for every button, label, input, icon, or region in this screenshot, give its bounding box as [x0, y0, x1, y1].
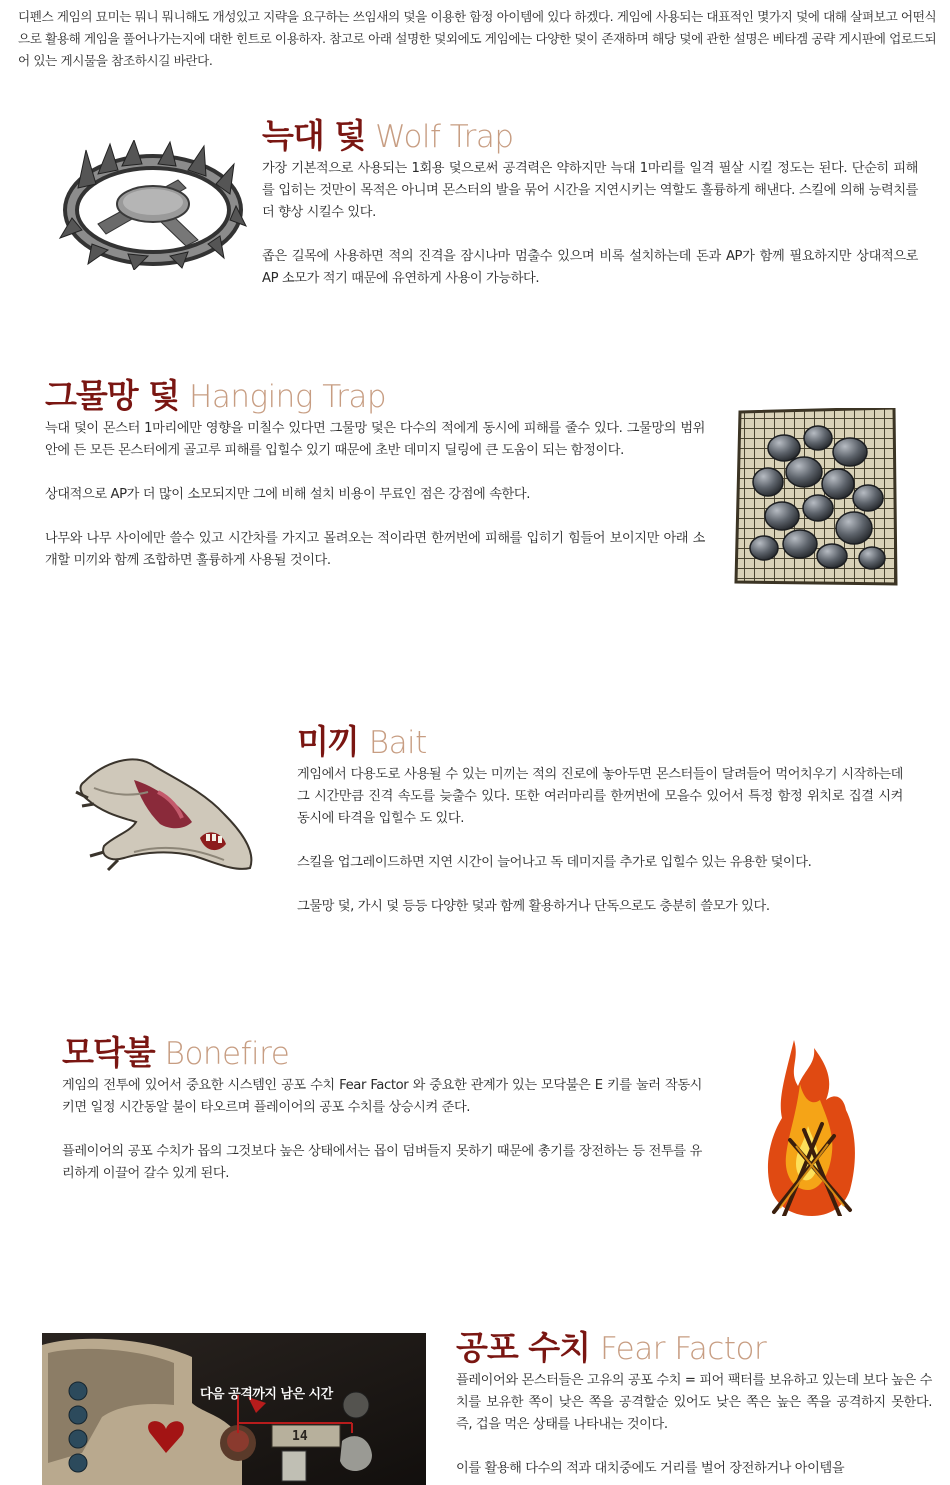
fear-factor-section: [456, 1326, 932, 1480]
bait-section: [297, 720, 903, 918]
bait-paragraph-2: 스킬을 업그레이드하면 지연 시간이 늘어나고 독 데미지를 추가로 입힐수 있는 유용한 덫이다.: [297, 855, 812, 870]
fear-factor-paragraph-1: 플레이어와 몬스터들은 고유의 공포 수치 = 피어 팩터를 보유하고 있는데 보다 높은 수치를 보유한 쪽이 낮은 쪽을 공격할순 있어도 낮은 쪽은 높은 쪽을 공격하지 못한다. 즉, 겁을 먹은 상태를 나타내는 것이다.: [456, 1373, 932, 1432]
intro-paragraph: 디펜스 게임의 묘미는 뭐니 뭐니해도 개성있고 지략을 요구하는 쓰임새의 덫을 이용한 함정 아이템에 있다 하겠다. 게임에 사용되는 대표적인 몇가지 덫에 대해 살펴보고 어떤식으로 활용해 게임을 풀어나가는지에 대한 힌트로 이용하자. 참고로 아래 설명한 덫외에도 게임에는 다양한 덫이 존재하며 해당 덫에 관한 설명은 베타겜 공략 게시판에 업로드되어 있는 게시물을 참조하시길 바란다.: [18, 9, 937, 68]
hanging-trap-title-en: Hanging Trap: [189, 379, 387, 415]
bonefire-title-ko: 모닥불: [62, 1033, 155, 1072]
screenshot-caption: 다음 공격까지 남은 시간: [200, 1387, 333, 1402]
bait-paragraph-1: 게임에서 다용도로 사용될 수 있는 미끼는 적의 진로에 놓아두면 몬스터들이 달려들어 먹어치우기 시작하는데 그 시간만큼 진격 속도를 늦출수 있다. 또한 여러마리를 한꺼번에 모을수 있어서 특정 함정 위치로 집결 시켜 동시에 타격을 입힐수 도 있다.: [297, 767, 903, 826]
hanging-trap-title-ko: 그물망 덫: [45, 376, 180, 415]
wolf-trap-title-en: Wolf Trap: [375, 119, 514, 155]
bonefire-title: [62, 1031, 702, 1075]
bait-title-ko: 미끼: [297, 722, 359, 761]
bait-title: [297, 720, 903, 764]
bait-image: [74, 752, 260, 876]
wolf-trap-paragraph-2: 좁은 길목에 사용하면 적의 진격을 잠시나마 멈출수 있으며 비록 설치하는데 돈과 AP가 함께 필요하지만 상대적으로 AP 소모가 적기 때문에 유연하게 사용이 가능하다.: [262, 249, 918, 286]
bait-paragraph-3: 그물망 덫, 가시 덫 등등 다양한 덫과 함께 활용하거나 단독으로도 충분히 쓸모가 있다.: [297, 899, 770, 914]
fear-factor-paragraph-2: 이를 활용해 다수의 적과 대치중에도 거리를 벌어 장전하거나 아이템을: [456, 1461, 845, 1476]
screenshot-counter: 14: [292, 1429, 308, 1444]
bonefire-paragraph-2: 플레이어의 공포 수치가 몹의 그것보다 높은 상태에서는 몹이 덤벼들지 못하기 때문에 총기를 장전하는 등 전투를 유리하게 이끌어 갈수 있게 된다.: [62, 1144, 702, 1181]
hanging-trap-paragraph-1: 늑대 덫이 몬스터 1마리에만 영향을 미칠수 있다면 그물망 덫은 다수의 적에게 동시에 피해를 줄수 있다. 그물망의 범위 안에 든 모든 몬스터에게 골고루 피해를 입힐수 있기 때문에 초반 데미지 딜링에 큰 도움이 되는 함정이다.: [45, 421, 705, 458]
fear-factor-title-en: Fear Factor: [600, 1331, 767, 1367]
wolf-trap-paragraph-1: 가장 기본적으로 사용되는 1회용 덫으로써 공격력은 약하지만 늑대 1마리를 일격 필살 시킬 정도는 된다. 단순히 피해를 입히는 것만이 목적은 아니며 몬스터의 발을 묶어 시간을 지연시키는 역할도 훌륭하게 해낸다. 스킬에 의해 능력치를 더 향상 시킬수 있다.: [262, 161, 918, 220]
hanging-trap-paragraph-2: 상대적으로 AP가 더 많이 소모되지만 그에 비해 설치 비용이 무료인 점은 강점에 속한다.: [45, 487, 530, 502]
wolf-trap-title: [262, 114, 918, 158]
wolf-trap-title-ko: 늑대 덫: [262, 116, 366, 155]
fear-factor-title: [456, 1326, 932, 1370]
wolf-trap-section: [262, 114, 918, 290]
hanging-trap-title: [45, 374, 705, 418]
fear-factor-title-ko: 공포 수치: [456, 1328, 591, 1367]
hanging-trap-paragraph-3: 나무와 나무 사이에만 쓸수 있고 시간차를 가지고 몰려오는 적이라면 한꺼번에 피해를 입히기 힘들어 보이지만 아래 소개할 미끼와 함께 조합하면 훌륭하게 사용될 것이다.: [45, 531, 705, 568]
bonefire-section: [62, 1031, 702, 1185]
hanging-trap-image: [734, 408, 898, 586]
bonefire-paragraph-1: 게임의 전투에 있어서 중요한 시스템인 공포 수치 Fear Factor 와 중요한 관계가 있는 모닥불은 E 키를 눌러 작동시키면 일정 시간동알 불이 타오르며 플레이어의 공포 수치를 상승시켜 준다.: [62, 1078, 702, 1115]
bonefire-title-en: Bonefire: [164, 1036, 290, 1072]
bait-title-en: Bait: [368, 725, 427, 761]
fear-factor-screenshot: [42, 1333, 426, 1485]
bonefire-image: [764, 1040, 860, 1216]
hanging-trap-section: [45, 374, 705, 572]
wolf-trap-image: [58, 140, 248, 270]
